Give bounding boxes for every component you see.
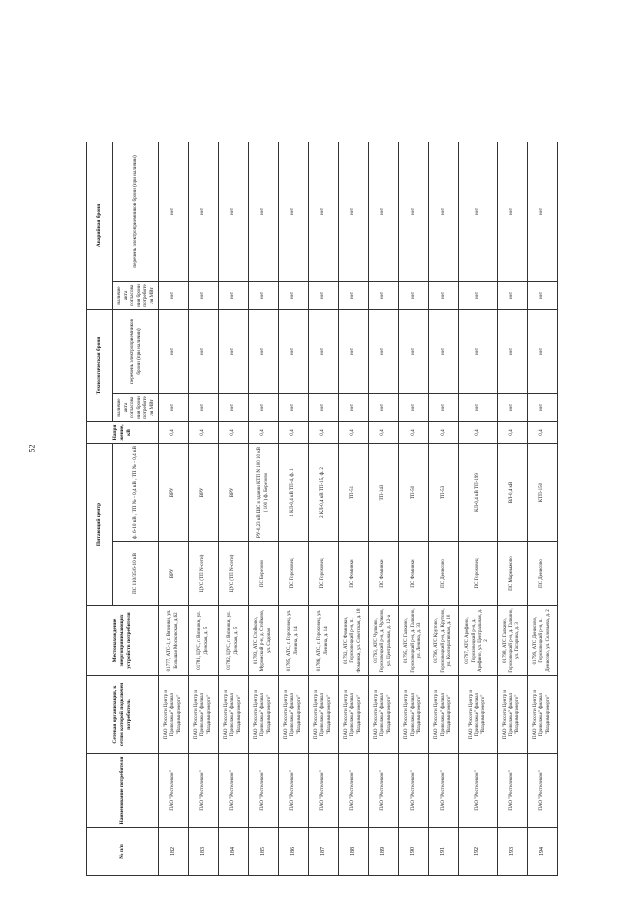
cell-emerg-act: нет — [497, 281, 527, 309]
cell-num: 189 — [369, 828, 399, 876]
cell-voltage: 0,4 — [249, 421, 279, 443]
cell-emerg-list: нет — [369, 142, 399, 281]
cell-voltage: 0,4 — [429, 421, 459, 443]
cell-voltage: 0,4 — [339, 421, 369, 443]
cell-emerg-act: нет — [399, 281, 429, 309]
cell-location: 01793, АТС Чулково, Гороховецкий р-н, д. Чулково, ул. Центральная, д. 12-а — [369, 606, 399, 676]
cell-emerg-act: нет — [339, 281, 369, 309]
cell-voltage: 0,4 — [279, 421, 309, 443]
cell-network: ПАО "Россети Центр и Приволжье" филиал "Владимирэнерго" — [279, 676, 309, 754]
cell-location: 01792, АТС Фоминки, Гороховецкий р-н, п. Фоминки, ул. Советская, д. 18 — [339, 606, 369, 676]
cell-tech-list: нет — [219, 309, 249, 393]
header-tech-act: наличие акта согласования брони потребителя МВт — [113, 393, 159, 421]
table-row — [219, 142, 249, 876]
header-voltage: Напряжение, кВ — [87, 421, 159, 443]
cell-num: 188 — [339, 828, 369, 876]
rotated-table-container — [86, 142, 558, 876]
cell-ps: ПС Мармыжово — [497, 542, 527, 606]
cell-consumer: ПАО "Ростелеком" — [219, 754, 249, 828]
cell-consumer: ПАО "Ростелеком" — [339, 754, 369, 828]
cell-voltage: 0,4 — [159, 421, 189, 443]
cell-emerg-list: нет — [339, 142, 369, 281]
cell-tech-act: нет — [309, 393, 339, 421]
cell-network: ПАО "Россети Центр и Приволжье" филиал "Владимирэнерго" — [429, 676, 459, 754]
table-header — [87, 142, 159, 876]
cell-consumer: ПАО "Ростелеком" — [249, 754, 279, 828]
cell-tech-list: нет — [249, 309, 279, 393]
cell-tech-list: нет — [527, 309, 557, 393]
cell-emerg-list: нет — [429, 142, 459, 281]
cell-feeder: ТП-51 — [339, 443, 369, 541]
table-row — [309, 142, 339, 876]
cell-emerg-act: нет — [459, 281, 498, 309]
cell-feeder: РУ-0,23 кВ ШС в здании КТП N 100 10 кВ ( 100 ) ф. Березово — [249, 443, 279, 541]
cell-ps: ПС Березово — [249, 542, 279, 606]
cell-feeder: ТП-143 — [369, 443, 399, 541]
cell-consumer: ПАО "Ростелеком" — [527, 754, 557, 828]
cell-num: 185 — [249, 828, 279, 876]
cell-emerg-act: нет — [249, 281, 279, 309]
header-emerg-list: перечень электроприемников брони (при наличии) — [113, 142, 159, 281]
cell-network: ПАО "Россети Центр и Приволжье" филиал "Владимирэнерго" — [189, 676, 219, 754]
cell-emerg-act: нет — [159, 281, 189, 309]
table-row — [429, 142, 459, 876]
header-feeder: ф. 6-10 кВ , ТП № - 0,4 кВ , ТП № - 0,4 кВ — [113, 443, 159, 541]
cell-emerg-list: нет — [497, 142, 527, 281]
cell-location: 01785, АТС, г. Гороховец, ул. Ленина, д. 14 — [279, 606, 309, 676]
cell-tech-act: нет — [339, 393, 369, 421]
cell-num: 192 — [459, 828, 498, 876]
cell-location: 01797, АТС Арефино, Гороховецкий р-н, д. Арефино, ул. Центральная, д. 2 — [459, 606, 498, 676]
cell-location: 01795, АТС Галкино, Гороховецкий р-н, д. Галкино, ул. Ленина, д. 33 — [399, 606, 429, 676]
table-row — [497, 142, 527, 876]
cell-network: ПАО "Россети Центр и Приволжье" филиал "Владимирэнерго" — [497, 676, 527, 754]
cell-emerg-act: нет — [429, 281, 459, 309]
cell-network: ПАО "Россети Центр и Приволжье" филиал "Владимирэнерго" — [459, 676, 498, 754]
cell-location: 01798, АТС Галкино, Гороховецкий р-н, д. Галкино, ул. Гагарина, д. 3 — [497, 606, 527, 676]
cell-tech-act: нет — [429, 393, 459, 421]
table-body — [159, 142, 558, 876]
cell-consumer: ПАО "Ростелеком" — [309, 754, 339, 828]
header-ps: ПС 110/35/6-10 кВ — [113, 542, 159, 606]
cell-feeder: ТП-50 — [399, 443, 429, 541]
cell-network: ПАО "Россети Центр и Приволжье" филиал "Владимирэнерго" — [219, 676, 249, 754]
cell-emerg-list: нет — [399, 142, 429, 281]
cell-consumer: ПАО "Ростелеком" — [369, 754, 399, 828]
cell-voltage: 0,4 — [309, 421, 339, 443]
cell-feeder: ТП-53 — [429, 443, 459, 541]
cell-tech-list: нет — [497, 309, 527, 393]
cell-emerg-list: нет — [219, 142, 249, 281]
table-row — [527, 142, 557, 876]
cell-num: 184 — [219, 828, 249, 876]
cell-consumer: ПАО "Ростелеком" — [399, 754, 429, 828]
cell-network: ПАО "Россети Центр и Приволжье" филиал "Владимирэнерго" — [249, 676, 279, 754]
cell-ps: ПС Фоминки — [399, 542, 429, 606]
header-consumer: Наименование потребителя — [87, 754, 159, 828]
cell-network: ПАО "Россети Центр и Приволжье" филиал "Владимирэнерго" — [339, 676, 369, 754]
cell-voltage: 0,4 — [399, 421, 429, 443]
table-row — [459, 142, 498, 876]
cell-feeder: КЛ-0,4 кВ ТП-199 — [459, 443, 498, 541]
cell-network: ПАО "Россети Центр и Приволжье" филиал "Владимирэнерго" — [369, 676, 399, 754]
table-row — [369, 142, 399, 876]
cell-num: 186 — [279, 828, 309, 876]
cell-tech-act: нет — [459, 393, 498, 421]
cell-emerg-list: нет — [279, 142, 309, 281]
cell-tech-list: нет — [369, 309, 399, 393]
cell-feeder: ВРУ — [219, 443, 249, 541]
cell-location: 01796, АТС Крутово, Гороховецкий р-н, д. Крутово, ул. Кооперативная, д. 10 — [429, 606, 459, 676]
cell-location: 01781, ЦУС, г. Вязники, ул. Донская, д. 5 — [189, 606, 219, 676]
table-frame — [86, 142, 558, 876]
cell-tech-act: нет — [399, 393, 429, 421]
cell-consumer: ПАО "Ростелеком" — [429, 754, 459, 828]
cell-tech-act: нет — [189, 393, 219, 421]
cell-tech-list: нет — [159, 309, 189, 393]
cell-ps: ПС Гороховец — [309, 542, 339, 606]
header-emergency-armor: Аварийная броня — [87, 142, 113, 309]
header-tech-armor: Технологическая броня — [87, 309, 113, 421]
cell-consumer: ПАО "Ростелеком" — [497, 754, 527, 828]
cell-tech-list: нет — [429, 309, 459, 393]
cell-location: 01786, АТС, г. Гороховец, ул. Ленина, д. 14 — [309, 606, 339, 676]
page-number: 52 — [27, 444, 37, 453]
cell-ps: ЦУС (ТП N-сети) — [219, 542, 249, 606]
cell-feeder: ВРУ — [159, 443, 189, 541]
header-network-org: Сетевая организация, к сетям которой подключен потребитель — [87, 676, 159, 754]
cell-num: 190 — [399, 828, 429, 876]
cell-num: 182 — [159, 828, 189, 876]
cell-tech-list: нет — [309, 309, 339, 393]
cell-ps: ЦУС (ТП N-сети) — [189, 542, 219, 606]
cell-consumer: ПАО "Ростелеком" — [159, 754, 189, 828]
cell-emerg-list: нет — [189, 142, 219, 281]
cell-network: ПАО "Россети Центр и Приволжье" филиал "Владимирэнерго" — [309, 676, 339, 754]
header-emerg-act: наличие акта согласования брони потребителя МВт — [113, 281, 159, 309]
cell-voltage: 0,4 — [219, 421, 249, 443]
table-row — [159, 142, 189, 876]
table-row — [279, 142, 309, 876]
cell-num: 187 — [309, 828, 339, 876]
header-supply-center: Питающий центр — [87, 443, 113, 605]
cell-feeder: 1 КЛ-0,4 кВ ТП-4, ф. 1 — [279, 443, 309, 541]
cell-num: 193 — [497, 828, 527, 876]
cell-emerg-act: нет — [369, 281, 399, 309]
header-tech-list: перечень электроприемников брони (при наличии) — [113, 309, 159, 393]
cell-network: ПАО "Россети Центр и Приволжье" филиал "Владимирэнерго" — [527, 676, 557, 754]
cell-ps: ПС Денисово — [429, 542, 459, 606]
cell-voltage: 0,4 — [369, 421, 399, 443]
cell-emerg-act: нет — [279, 281, 309, 309]
reserve-table — [86, 142, 558, 876]
cell-tech-list: нет — [399, 309, 429, 393]
cell-emerg-list: нет — [159, 142, 189, 281]
cell-ps: ВРУ — [159, 542, 189, 606]
cell-voltage: 0,4 — [459, 421, 498, 443]
cell-location: 01799, АТС Денисово, Гороховецкий р-н, п. Денисово, ул. Соловьева, д. 2 — [527, 606, 557, 676]
cell-tech-act: нет — [527, 393, 557, 421]
cell-emerg-act: нет — [219, 281, 249, 309]
cell-emerg-list: нет — [459, 142, 498, 281]
cell-consumer: ПАО "Ростелеком" — [189, 754, 219, 828]
table-row — [189, 142, 219, 876]
cell-emerg-list: нет — [527, 142, 557, 281]
cell-consumer: ПАО "Ростелеком" — [459, 754, 498, 828]
cell-ps: ПС Гороховец — [279, 542, 309, 606]
cell-tech-list: нет — [459, 309, 498, 393]
cell-num: 194 — [527, 828, 557, 876]
cell-location: 01782, ЦУС, г. Вязники, ул. Донская, д. 5 — [219, 606, 249, 676]
cell-network: ПАО "Россети Центр и Приволжье" филиал "Владимирэнерго" — [399, 676, 429, 754]
cell-tech-act: нет — [369, 393, 399, 421]
cell-ps: ПС Фоминки — [369, 542, 399, 606]
cell-emerg-list: нет — [249, 142, 279, 281]
cell-feeder: КТП-150 — [527, 443, 557, 541]
cell-tech-act: нет — [219, 393, 249, 421]
cell-voltage: 0,4 — [189, 421, 219, 443]
cell-voltage: 0,4 — [527, 421, 557, 443]
cell-ps: ПС Денисово — [527, 542, 557, 606]
cell-location: 01777, АТС-1, г. Вязники, ул. Большая Московская, д.62 — [159, 606, 189, 676]
cell-num: 183 — [189, 828, 219, 876]
cell-emerg-list: нет — [309, 142, 339, 281]
cell-tech-act: нет — [159, 393, 189, 421]
cell-emerg-act: нет — [189, 281, 219, 309]
cell-location: 01783, АТС Стойково, Муромский р-н, д. Стойково, ул. Садовая — [249, 606, 279, 676]
header-num: № п/п — [87, 828, 159, 876]
table-row — [339, 142, 369, 876]
cell-consumer: ПАО "Ростелеком" — [279, 754, 309, 828]
cell-feeder: ВРУ — [189, 443, 219, 541]
cell-feeder: 2 КЛ-0,4 кВ ТП-15, ф. 2 — [309, 443, 339, 541]
cell-num: 191 — [429, 828, 459, 876]
cell-tech-act: нет — [249, 393, 279, 421]
cell-emerg-act: нет — [527, 281, 557, 309]
cell-emerg-act: нет — [309, 281, 339, 309]
cell-ps: ПС Гороховец — [459, 542, 498, 606]
header-location: Местонахождение энергопринимающих устройств потребителя — [87, 606, 159, 676]
cell-tech-list: нет — [339, 309, 369, 393]
cell-network: ПАО "Россети Центр и Приволжье" филиал "Владимирэнерго" — [159, 676, 189, 754]
cell-tech-act: нет — [497, 393, 527, 421]
cell-voltage: 0,4 — [497, 421, 527, 443]
cell-tech-list: нет — [279, 309, 309, 393]
cell-ps: ПС Фоминки — [339, 542, 369, 606]
table-row — [249, 142, 279, 876]
cell-tech-list: нет — [189, 309, 219, 393]
cell-tech-act: нет — [279, 393, 309, 421]
cell-feeder: ВЛ-0,4 кВ — [497, 443, 527, 541]
table-row — [399, 142, 429, 876]
